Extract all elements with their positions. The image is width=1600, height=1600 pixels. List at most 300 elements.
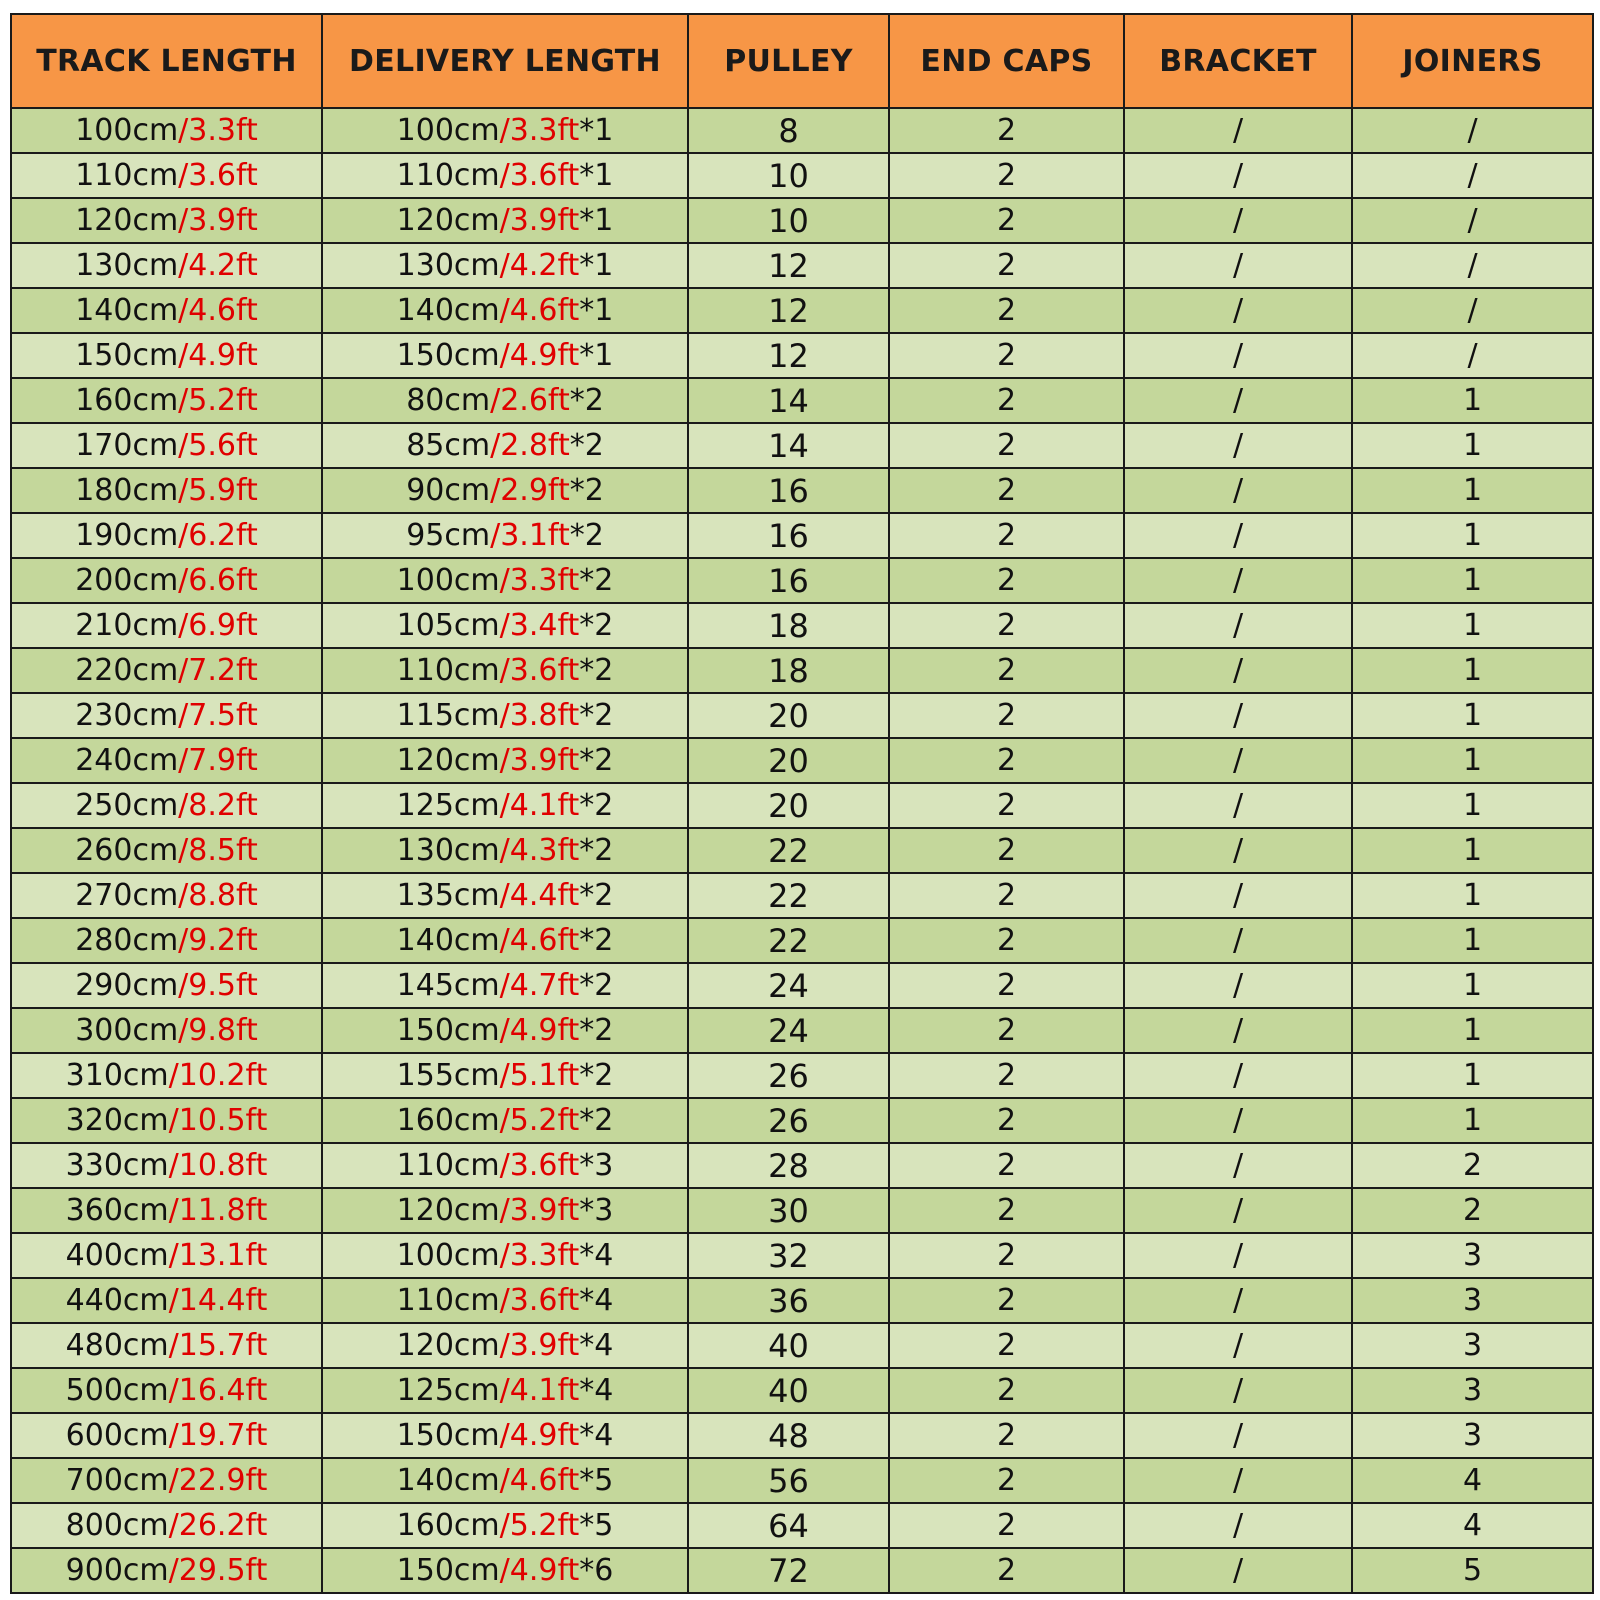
delivery-length-ft: /3.6ft — [499, 1148, 580, 1183]
cell-track-length — [11, 1233, 322, 1278]
delivery-length-cm: 115cm — [396, 698, 500, 733]
cell-joiners: 1 — [1352, 963, 1593, 1008]
track-length-ft: /4.6ft — [178, 293, 258, 328]
delivery-length-cm: 150cm — [396, 1013, 500, 1048]
delivery-quantity: *1 — [579, 203, 614, 238]
table-row — [11, 1458, 1593, 1503]
track-length-ft: /7.2ft — [178, 653, 258, 688]
cell-end-caps: 2 — [889, 378, 1124, 423]
cell-joiners: 1 — [1352, 1008, 1593, 1053]
delivery-length-ft: /4.6ft — [499, 293, 580, 328]
delivery-length-cm: 140cm — [396, 1463, 500, 1498]
cell-joiners: 4 — [1352, 1503, 1593, 1548]
delivery-quantity: *2 — [579, 1103, 614, 1138]
delivery-length-ft: /3.8ft — [499, 698, 580, 733]
delivery-length-ft: /4.7ft — [499, 968, 580, 1003]
cell-pulley: 40 — [688, 1323, 889, 1368]
table-row — [11, 558, 1593, 603]
track-length-cm: 120cm — [75, 203, 179, 238]
cell-end-caps: 2 — [889, 1503, 1124, 1548]
cell-track-length — [11, 873, 322, 918]
delivery-length-ft: /3.1ft — [490, 518, 570, 553]
cell-joiners: 1 — [1352, 603, 1593, 648]
track-length-cm: 100cm — [75, 113, 179, 148]
table-row — [11, 1098, 1593, 1143]
cell-joiners: 1 — [1352, 738, 1593, 783]
track-length-cm: 900cm — [65, 1553, 169, 1588]
cell-delivery-length — [322, 243, 688, 288]
table-row — [11, 1233, 1593, 1278]
cell-delivery-length — [322, 603, 688, 648]
cell-bracket: / — [1124, 198, 1352, 243]
track-length-cm: 170cm — [75, 428, 179, 463]
cell-delivery-length — [322, 513, 688, 558]
cell-track-length — [11, 1008, 322, 1053]
table-row — [11, 738, 1593, 783]
cell-pulley: 10 — [688, 153, 889, 198]
delivery-quantity: *2 — [579, 968, 614, 1003]
delivery-length-ft: /4.9ft — [499, 1418, 580, 1453]
delivery-quantity: *6 — [579, 1553, 614, 1588]
cell-bracket: / — [1124, 1368, 1352, 1413]
cell-bracket: / — [1124, 783, 1352, 828]
track-length-cm: 200cm — [75, 563, 179, 598]
track-length-ft: /10.8ft — [168, 1148, 268, 1183]
cell-joiners: 1 — [1352, 1098, 1593, 1143]
track-length-ft: /5.9ft — [178, 473, 258, 508]
cell-delivery-length — [322, 1188, 688, 1233]
cell-track-length — [11, 1098, 322, 1143]
table-body — [11, 108, 1593, 1593]
table-row — [11, 288, 1593, 333]
delivery-length-cm: 120cm — [396, 743, 500, 778]
cell-pulley: 48 — [688, 1413, 889, 1458]
delivery-length-cm: 145cm — [396, 968, 500, 1003]
table-row — [11, 1548, 1593, 1593]
cell-joiners: 3 — [1352, 1413, 1593, 1458]
cell-joiners: 3 — [1352, 1233, 1593, 1278]
cell-delivery-length — [322, 918, 688, 963]
track-length-ft: /19.7ft — [168, 1418, 268, 1453]
table-row — [11, 783, 1593, 828]
cell-bracket: / — [1124, 1053, 1352, 1098]
delivery-length-ft: /4.9ft — [499, 1013, 580, 1048]
track-length-ft: /4.2ft — [178, 248, 258, 283]
cell-joiners: 1 — [1352, 468, 1593, 513]
cell-joiners: 1 — [1352, 513, 1593, 558]
cell-end-caps: 2 — [889, 918, 1124, 963]
delivery-length-ft: /4.2ft — [499, 248, 580, 283]
delivery-quantity: *2 — [579, 788, 614, 823]
cell-delivery-length — [322, 1278, 688, 1323]
delivery-length-ft: /5.2ft — [499, 1103, 580, 1138]
cell-delivery-length — [322, 1053, 688, 1098]
table-row — [11, 333, 1593, 378]
track-length-cm: 360cm — [65, 1193, 169, 1228]
delivery-length-ft: /4.9ft — [499, 338, 580, 373]
cell-end-caps: 2 — [889, 648, 1124, 693]
cell-end-caps: 2 — [889, 468, 1124, 513]
cell-bracket: / — [1124, 1458, 1352, 1503]
cell-joiners: 1 — [1352, 828, 1593, 873]
cell-track-length — [11, 783, 322, 828]
delivery-quantity: *2 — [579, 878, 614, 913]
cell-delivery-length — [322, 783, 688, 828]
cell-delivery-length — [322, 468, 688, 513]
delivery-length-cm: 110cm — [396, 158, 500, 193]
cell-pulley: 30 — [688, 1188, 889, 1233]
delivery-length-cm: 140cm — [396, 293, 500, 328]
track-length-ft: /10.2ft — [168, 1058, 268, 1093]
delivery-quantity: *4 — [579, 1283, 614, 1318]
cell-track-length — [11, 738, 322, 783]
track-length-cm: 230cm — [75, 698, 179, 733]
cell-track-length — [11, 423, 322, 468]
cell-track-length — [11, 333, 322, 378]
cell-bracket: / — [1124, 873, 1352, 918]
track-length-ft: /4.9ft — [178, 338, 258, 373]
cell-pulley: 12 — [688, 288, 889, 333]
delivery-quantity: *5 — [579, 1463, 614, 1498]
track-length-cm: 330cm — [65, 1148, 169, 1183]
cell-bracket: / — [1124, 1008, 1352, 1053]
table-row — [11, 873, 1593, 918]
cell-pulley: 18 — [688, 648, 889, 693]
track-length-ft: /6.2ft — [178, 518, 258, 553]
table-row — [11, 1278, 1593, 1323]
cell-delivery-length — [322, 423, 688, 468]
cell-end-caps: 2 — [889, 1233, 1124, 1278]
cell-joiners: 3 — [1352, 1323, 1593, 1368]
table-row — [11, 423, 1593, 468]
delivery-length-ft: /4.1ft — [499, 1373, 580, 1408]
delivery-length-cm: 135cm — [396, 878, 500, 913]
cell-bracket: / — [1124, 558, 1352, 603]
delivery-length-cm: 95cm — [406, 518, 491, 553]
cell-track-length — [11, 1548, 322, 1593]
track-length-cm: 110cm — [75, 158, 179, 193]
cell-delivery-length — [322, 288, 688, 333]
track-length-ft: /6.9ft — [178, 608, 258, 643]
track-length-ft: /3.9ft — [178, 203, 258, 238]
delivery-length-ft: /3.3ft — [499, 563, 580, 598]
track-length-ft: /5.2ft — [178, 383, 258, 418]
delivery-length-cm: 130cm — [396, 248, 500, 283]
delivery-quantity: *2 — [579, 563, 614, 598]
delivery-quantity: *3 — [579, 1193, 614, 1228]
cell-track-length — [11, 558, 322, 603]
cell-end-caps: 2 — [889, 1413, 1124, 1458]
track-length-ft: /8.5ft — [178, 833, 258, 868]
delivery-length-cm: 110cm — [396, 1148, 500, 1183]
track-length-cm: 310cm — [65, 1058, 169, 1093]
delivery-quantity: *3 — [579, 1148, 614, 1183]
cell-end-caps: 2 — [889, 423, 1124, 468]
table-row — [11, 243, 1593, 288]
track-length-cm: 280cm — [75, 923, 179, 958]
delivery-length-cm: 160cm — [396, 1103, 500, 1138]
cell-bracket: / — [1124, 513, 1352, 558]
cell-bracket: / — [1124, 738, 1352, 783]
delivery-length-cm: 120cm — [396, 1328, 500, 1363]
track-length-cm: 320cm — [65, 1103, 169, 1138]
cell-bracket: / — [1124, 1413, 1352, 1458]
delivery-length-ft: /3.4ft — [499, 608, 580, 643]
delivery-length-cm: 140cm — [396, 923, 500, 958]
cell-delivery-length — [322, 1323, 688, 1368]
delivery-length-cm: 120cm — [396, 203, 500, 238]
cell-end-caps: 2 — [889, 783, 1124, 828]
delivery-length-ft: /4.6ft — [499, 1463, 580, 1498]
track-length-ft: /8.8ft — [178, 878, 258, 913]
header-row — [11, 14, 1593, 108]
track-length-ft: /9.8ft — [178, 1013, 258, 1048]
cell-bracket: / — [1124, 918, 1352, 963]
track-length-cm: 300cm — [75, 1013, 179, 1048]
cell-track-length — [11, 153, 322, 198]
track-length-ft: /15.7ft — [168, 1328, 268, 1363]
cell-end-caps: 2 — [889, 1368, 1124, 1413]
cell-track-length — [11, 378, 322, 423]
cell-end-caps: 2 — [889, 1188, 1124, 1233]
delivery-quantity: *2 — [579, 698, 614, 733]
cell-joiners: 1 — [1352, 783, 1593, 828]
cell-end-caps: 2 — [889, 873, 1124, 918]
header-bracket: BRACKET — [1124, 14, 1352, 108]
cell-pulley: 56 — [688, 1458, 889, 1503]
cell-pulley: 18 — [688, 603, 889, 648]
cell-end-caps: 2 — [889, 738, 1124, 783]
cell-track-length — [11, 828, 322, 873]
cell-end-caps: 2 — [889, 1458, 1124, 1503]
cell-bracket: / — [1124, 243, 1352, 288]
track-length-cm: 260cm — [75, 833, 179, 868]
cell-delivery-length — [322, 1548, 688, 1593]
cell-delivery-length — [322, 1143, 688, 1188]
delivery-length-cm: 110cm — [396, 1283, 500, 1318]
cell-track-length — [11, 1143, 322, 1188]
track-length-cm: 150cm — [75, 338, 179, 373]
track-length-ft: /16.4ft — [168, 1373, 268, 1408]
track-length-ft: /7.5ft — [178, 698, 258, 733]
cell-end-caps: 2 — [889, 288, 1124, 333]
cell-end-caps: 2 — [889, 513, 1124, 558]
delivery-quantity: *2 — [579, 833, 614, 868]
cell-track-length — [11, 1278, 322, 1323]
cell-delivery-length — [322, 828, 688, 873]
cell-bracket: / — [1124, 963, 1352, 1008]
header-end-caps: END CAPS — [889, 14, 1124, 108]
cell-joiners: / — [1352, 198, 1593, 243]
cell-pulley: 20 — [688, 783, 889, 828]
delivery-length-cm: 100cm — [396, 563, 500, 598]
cell-end-caps: 2 — [889, 1548, 1124, 1593]
cell-delivery-length — [322, 693, 688, 738]
cell-pulley: 22 — [688, 828, 889, 873]
track-length-cm: 210cm — [75, 608, 179, 643]
cell-delivery-length — [322, 963, 688, 1008]
delivery-quantity: *1 — [579, 113, 614, 148]
track-length-ft: /26.2ft — [168, 1508, 268, 1543]
cell-end-caps: 2 — [889, 333, 1124, 378]
track-length-ft: /14.4ft — [168, 1283, 268, 1318]
table-row — [11, 1008, 1593, 1053]
delivery-length-ft: /4.9ft — [499, 1553, 580, 1588]
delivery-length-ft: /2.9ft — [490, 473, 570, 508]
delivery-length-cm: 80cm — [406, 383, 491, 418]
cell-joiners: 1 — [1352, 1053, 1593, 1098]
table-row — [11, 1368, 1593, 1413]
cell-track-length — [11, 108, 322, 153]
cell-delivery-length — [322, 378, 688, 423]
delivery-quantity: *2 — [579, 1013, 614, 1048]
cell-delivery-length — [322, 1413, 688, 1458]
table-row — [11, 828, 1593, 873]
cell-track-length — [11, 513, 322, 558]
track-length-ft: /6.6ft — [178, 563, 258, 598]
cell-track-length — [11, 243, 322, 288]
track-length-cm: 250cm — [75, 788, 179, 823]
cell-end-caps: 2 — [889, 1098, 1124, 1143]
cell-track-length — [11, 648, 322, 693]
cell-pulley: 16 — [688, 558, 889, 603]
cell-bracket: / — [1124, 1188, 1352, 1233]
delivery-length-ft: /3.9ft — [499, 1328, 580, 1363]
cell-joiners: 1 — [1352, 918, 1593, 963]
cell-end-caps: 2 — [889, 558, 1124, 603]
table-row — [11, 378, 1593, 423]
track-length-ft: /29.5ft — [168, 1553, 268, 1588]
cell-delivery-length — [322, 873, 688, 918]
cell-track-length — [11, 603, 322, 648]
delivery-length-cm: 150cm — [396, 338, 500, 373]
delivery-length-ft: /2.8ft — [490, 428, 570, 463]
table-row — [11, 603, 1593, 648]
delivery-length-ft: /4.6ft — [499, 923, 580, 958]
table-row — [11, 1053, 1593, 1098]
track-length-ft: /11.8ft — [168, 1193, 268, 1228]
table-row — [11, 918, 1593, 963]
cell-track-length — [11, 1188, 322, 1233]
delivery-length-ft: /3.6ft — [499, 653, 580, 688]
track-length-cm: 270cm — [75, 878, 179, 913]
delivery-quantity: *4 — [579, 1418, 614, 1453]
track-length-cm: 500cm — [65, 1373, 169, 1408]
delivery-quantity: *1 — [579, 338, 614, 373]
delivery-length-ft: /4.4ft — [499, 878, 580, 913]
table-row — [11, 693, 1593, 738]
cell-bracket: / — [1124, 288, 1352, 333]
cell-end-caps: 2 — [889, 693, 1124, 738]
cell-bracket: / — [1124, 828, 1352, 873]
cell-delivery-length — [322, 1503, 688, 1548]
delivery-length-cm: 130cm — [396, 833, 500, 868]
delivery-length-ft: /3.6ft — [499, 1283, 580, 1318]
track-length-cm: 800cm — [65, 1508, 169, 1543]
delivery-length-ft: /4.3ft — [499, 833, 580, 868]
track-length-cm: 400cm — [65, 1238, 169, 1273]
cell-pulley: 16 — [688, 513, 889, 558]
cell-pulley: 64 — [688, 1503, 889, 1548]
header-delivery-length: DELIVERY LENGTH — [322, 14, 688, 108]
table-row — [11, 1143, 1593, 1188]
delivery-quantity: *2 — [569, 383, 604, 418]
delivery-quantity: *2 — [569, 428, 604, 463]
cell-bracket: / — [1124, 378, 1352, 423]
cell-joiners: / — [1352, 243, 1593, 288]
cell-pulley: 22 — [688, 873, 889, 918]
cell-pulley: 26 — [688, 1053, 889, 1098]
cell-end-caps: 2 — [889, 198, 1124, 243]
cell-joiners: 1 — [1352, 378, 1593, 423]
delivery-length-cm: 150cm — [396, 1418, 500, 1453]
cell-bracket: / — [1124, 603, 1352, 648]
delivery-quantity: *1 — [579, 158, 614, 193]
delivery-quantity: *1 — [579, 248, 614, 283]
delivery-length-ft: /5.1ft — [499, 1058, 580, 1093]
cell-bracket: / — [1124, 693, 1352, 738]
cell-end-caps: 2 — [889, 243, 1124, 288]
delivery-length-cm: 150cm — [396, 1553, 500, 1588]
delivery-length-ft: /3.3ft — [499, 113, 580, 148]
cell-joiners: 3 — [1352, 1278, 1593, 1323]
cell-end-caps: 2 — [889, 1143, 1124, 1188]
delivery-length-ft: /4.1ft — [499, 788, 580, 823]
cell-bracket: / — [1124, 333, 1352, 378]
delivery-length-cm: 155cm — [396, 1058, 500, 1093]
track-length-ft: /10.5ft — [168, 1103, 268, 1138]
cell-joiners: 1 — [1352, 873, 1593, 918]
table-row — [11, 468, 1593, 513]
cell-pulley: 32 — [688, 1233, 889, 1278]
cell-pulley: 10 — [688, 198, 889, 243]
track-length-ft: /3.6ft — [178, 158, 258, 193]
table-row — [11, 108, 1593, 153]
cell-pulley: 12 — [688, 243, 889, 288]
cell-bracket: / — [1124, 1098, 1352, 1143]
delivery-quantity: *2 — [579, 1058, 614, 1093]
cell-delivery-length — [322, 1458, 688, 1503]
track-length-ft: /3.3ft — [178, 113, 258, 148]
header-track-length: TRACK LENGTH — [11, 14, 322, 108]
track-length-cm: 480cm — [65, 1328, 169, 1363]
cell-track-length — [11, 198, 322, 243]
delivery-length-ft: /3.6ft — [499, 158, 580, 193]
cell-joiners: 3 — [1352, 1368, 1593, 1413]
track-length-cm: 190cm — [75, 518, 179, 553]
cell-bracket: / — [1124, 1548, 1352, 1593]
cell-pulley: 14 — [688, 423, 889, 468]
cell-pulley: 8 — [688, 108, 889, 153]
delivery-length-ft: /3.9ft — [499, 1193, 580, 1228]
table-row — [11, 1413, 1593, 1458]
cell-joiners: 5 — [1352, 1548, 1593, 1593]
cell-pulley: 36 — [688, 1278, 889, 1323]
delivery-quantity: *2 — [569, 518, 604, 553]
delivery-length-cm: 125cm — [396, 788, 500, 823]
cell-track-length — [11, 1053, 322, 1098]
cell-delivery-length — [322, 738, 688, 783]
delivery-quantity: *1 — [579, 293, 614, 328]
size-chart-table — [10, 13, 1594, 1594]
cell-end-caps: 2 — [889, 1008, 1124, 1053]
cell-delivery-length — [322, 1098, 688, 1143]
cell-joiners: 1 — [1352, 693, 1593, 738]
delivery-quantity: *2 — [579, 743, 614, 778]
table-row — [11, 198, 1593, 243]
cell-joiners: 1 — [1352, 648, 1593, 693]
cell-end-caps: 2 — [889, 603, 1124, 648]
